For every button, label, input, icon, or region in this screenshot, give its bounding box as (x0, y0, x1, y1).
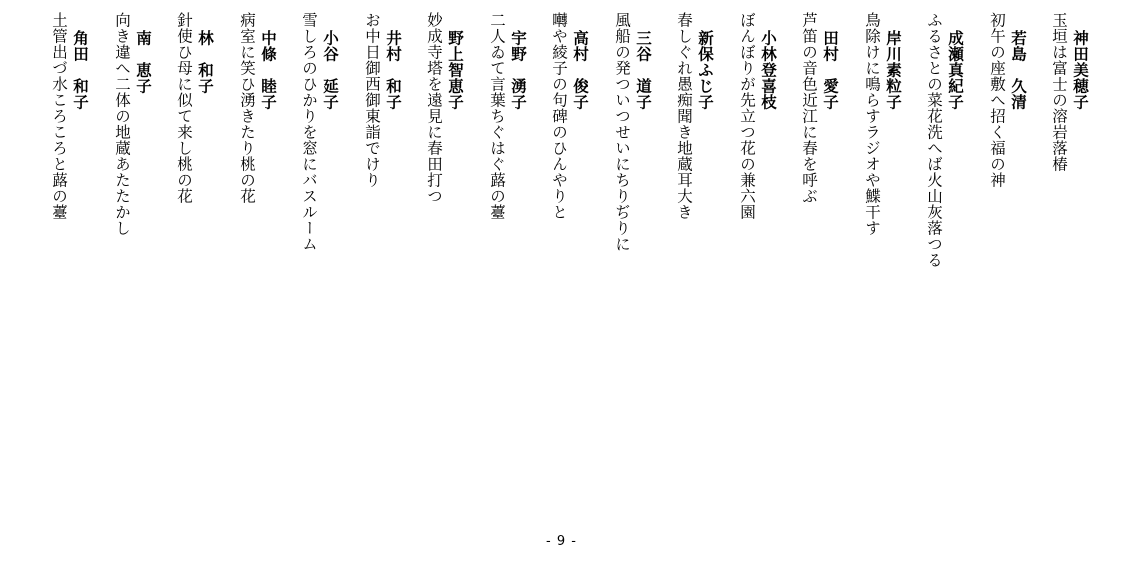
poem-haiku: 妙成寺塔を遠見に春田打つ (425, 12, 443, 204)
poem-author: 神田美穂子 (1071, 30, 1089, 110)
page-number: - 9 - (546, 534, 577, 549)
poem-haiku: 春しぐれ愚痴聞き地蔵耳大き (675, 12, 693, 220)
poem-author: 田村 愛子 (821, 30, 839, 110)
poem-haiku: 初午の座敷へ招く福の神 (988, 12, 1006, 188)
poem-author: 岸川素粒子 (884, 30, 902, 110)
poem-haiku: 風船の発ついつせいにちりぢりに (613, 12, 631, 252)
poem-author: 成瀬真紀子 (946, 30, 964, 110)
poem-author: 井村 和子 (384, 30, 402, 110)
poem-author: 高村 俊子 (571, 30, 589, 110)
poem-haiku: ふるさとの菜花洗へば火山灰落つる (925, 12, 943, 268)
poem-haiku: ぼんぼりが先立つ花の兼六園 (738, 12, 756, 220)
poem-author: 若島 久清 (1009, 30, 1027, 110)
poem-author: 小林登喜枝 (759, 30, 777, 110)
poem-haiku: 芦笛の音色近江に春を呼ぶ (800, 12, 818, 204)
poem-haiku: 鳥除けに鳴らすラジオや鰈干す (863, 12, 881, 236)
poem-author: 小谷 延子 (321, 30, 339, 110)
poem-author: 三谷 道子 (634, 30, 652, 110)
poem-author: 宇野 湧子 (509, 30, 527, 110)
poem-author: 野上智恵子 (446, 30, 464, 110)
poem-haiku: 玉垣は富士の溶岩落椿 (1050, 12, 1068, 172)
poem-author: 南 恵子 (134, 30, 152, 94)
poem-haiku: 囀や綾子の句碑のひんやりと (550, 12, 568, 220)
poem-author: 林 和子 (196, 30, 214, 94)
poem-haiku: 向き違へ二体の地蔵あたたかし (113, 12, 131, 236)
poem-author: 角田 和子 (71, 30, 89, 110)
poem-haiku: 土管出づ水ころころと蕗の薹 (50, 12, 68, 220)
poem-haiku: 二人ゐて言葉ちぐはぐ蕗の薹 (488, 12, 506, 220)
poem-haiku: 針使ひ母に似て来し桃の花 (175, 12, 193, 204)
poem-haiku: 病室に笑ひ湧きたり桃の花 (238, 12, 256, 204)
poem-author: 新保ふじ子 (696, 30, 714, 110)
poem-haiku: 雪しろのひかりを窓にバスルーム (300, 12, 318, 252)
poem-author: 中條 睦子 (259, 30, 277, 110)
poem-haiku: お中日御西御東詣でけり (363, 12, 381, 188)
